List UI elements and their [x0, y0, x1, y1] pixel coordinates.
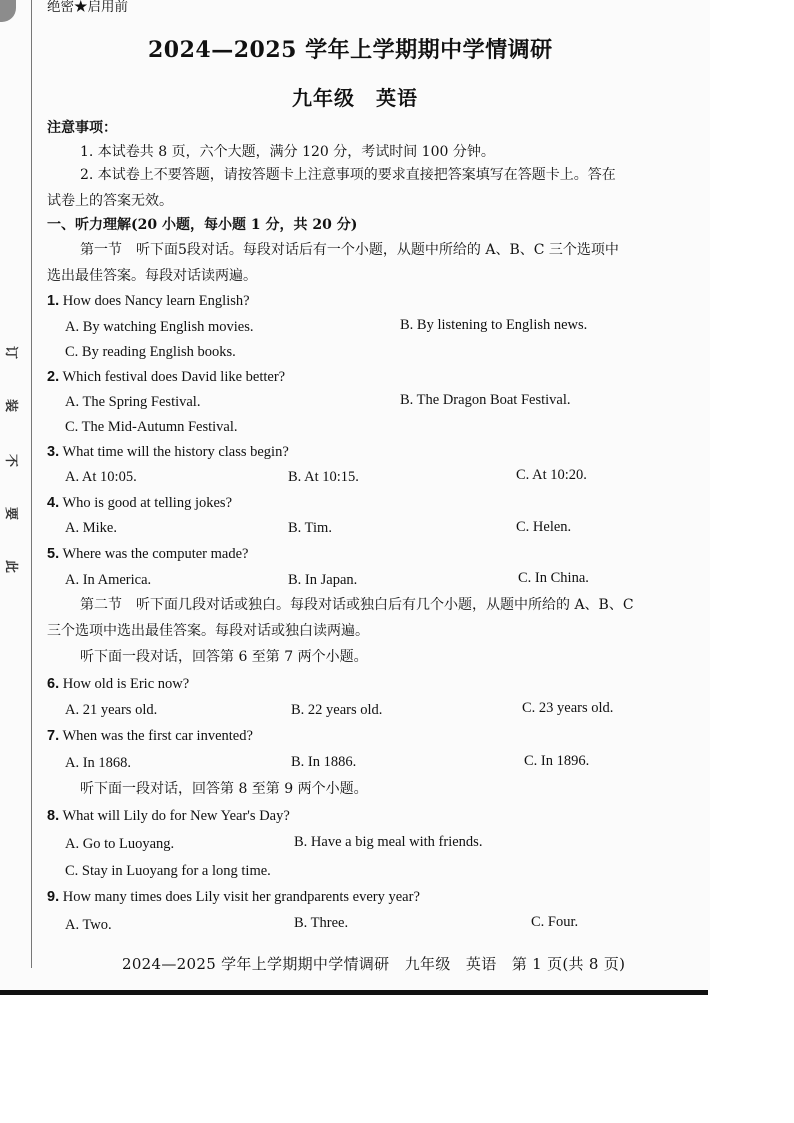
- option-b: B. Tim.: [288, 520, 332, 536]
- question-6: [47, 675, 189, 693]
- question-text: What will Lily do for New Year's Day?: [62, 808, 290, 824]
- question-number: 7.: [47, 728, 60, 744]
- question-text: Where was the computer made?: [62, 546, 249, 562]
- option-c: C. 23 years old.: [522, 700, 614, 716]
- binding-mark: 订: [3, 345, 19, 360]
- question-number: 1.: [47, 293, 60, 309]
- option-b: B. 22 years old.: [291, 702, 383, 718]
- option-b: B. In 1886.: [291, 754, 357, 770]
- question-number: 9.: [47, 889, 60, 905]
- question-4: [47, 494, 232, 512]
- binding-mark: 不: [3, 453, 19, 468]
- question-9: [47, 888, 420, 906]
- option-c: C. Stay in Luoyang for a long time.: [65, 863, 271, 879]
- option-b: B. The Dragon Boat Festival.: [400, 392, 571, 408]
- option-a: A. Mike.: [65, 520, 117, 536]
- notes-heading: 注意事项：: [47, 120, 117, 136]
- question-8: [47, 807, 290, 825]
- option-a: A. Go to Luoyang.: [65, 836, 175, 852]
- question-text: How old is Eric now?: [62, 676, 190, 692]
- part1-instruction: 第一节 听下面5段对话。每段对话后有一个小题，从题中所给的 A、B、C 三个选项中: [80, 242, 619, 258]
- option-c: C. By reading English books.: [65, 344, 236, 360]
- option-b: B. Have a big meal with friends.: [294, 834, 483, 850]
- question-3: [47, 443, 289, 461]
- option-c: C. In 1896.: [524, 753, 590, 769]
- bottom-rule: [0, 990, 708, 995]
- question-text: Which festival does David like better?: [62, 369, 286, 385]
- question-text: When was the first car invented?: [62, 728, 253, 744]
- question-number: 6.: [47, 676, 60, 692]
- option-a: A. 21 years old.: [65, 702, 158, 718]
- question-number: 5.: [47, 546, 60, 562]
- dialogue-instruction-6-7: 听下面一段对话，回答第 6 至第 7 两个小题。: [80, 649, 368, 665]
- notes-item-2: 2. 本试卷上不要答题，请按答题卡上注意事项的要求直接把答案填写在答题卡上。答在: [80, 167, 616, 183]
- page-title: 2024—2025 学年上学期期中学情调研: [148, 37, 553, 63]
- part2-instruction-cont: 三个选项中选出最佳答案。每段对话或独白读两遍。: [47, 623, 369, 639]
- option-c: C. In China.: [518, 570, 589, 586]
- question-number: 3.: [47, 444, 60, 460]
- question-number: 2.: [47, 369, 60, 385]
- part2-instruction: 第二节 听下面几段对话或独白。每段对话或独白后有几个小题，从题中所给的 A、B、C: [80, 597, 634, 613]
- page-subtitle: 九年级 英语: [292, 86, 418, 110]
- option-a: A. At 10:05.: [65, 469, 137, 485]
- question-7: [47, 727, 253, 745]
- binding-mark: 装: [3, 398, 19, 413]
- secret-label: 绝密★启用前: [47, 0, 128, 15]
- question-number: 4.: [47, 495, 60, 511]
- question-text: How does Nancy learn English?: [62, 293, 250, 309]
- section-heading: 一、听力理解(20 小题，每小题 1 分，共 20 分): [47, 217, 358, 233]
- question-number: 8.: [47, 808, 60, 824]
- option-c: C. At 10:20.: [516, 467, 587, 483]
- option-b: B. At 10:15.: [288, 469, 359, 485]
- option-c: C. Four.: [531, 914, 579, 930]
- notes-item-1: 1. 本试卷共 8 页，六个大题，满分 120 分，考试时间 100 分钟。: [80, 144, 495, 160]
- option-a: A. In America.: [65, 572, 152, 588]
- option-b: B. Three.: [294, 915, 349, 931]
- option-a: A. By watching English movies.: [65, 319, 254, 335]
- part1-instruction-cont: 选出最佳答案。每段对话读两遍。: [47, 268, 257, 284]
- question-1: [47, 292, 250, 310]
- question-text: What time will the history class begin?: [62, 444, 289, 460]
- option-c: C. The Mid-Autumn Festival.: [65, 419, 238, 435]
- question-2: [47, 368, 285, 386]
- option-b: B. By listening to English news.: [400, 317, 588, 333]
- binding-mark: 要: [3, 506, 19, 521]
- option-a: A. In 1868.: [65, 755, 132, 771]
- option-c: C. Helen.: [516, 519, 572, 535]
- binding-line: [31, 0, 32, 968]
- binding-mark: 此: [3, 559, 19, 574]
- question-5: [47, 545, 248, 563]
- page-footer: 2024—2025 学年上学期期中学情调研 九年级 英语 第 1 页(共 8 页): [122, 955, 626, 973]
- option-a: A. The Spring Festival.: [65, 394, 201, 410]
- question-text: How many times does Lily visit her grandparents every year?: [62, 889, 420, 905]
- option-b: B. In Japan.: [288, 572, 358, 588]
- notes-item-2-cont: 试卷上的答案无效。: [47, 193, 173, 209]
- dialogue-instruction-8-9: 听下面一段对话，回答第 8 至第 9 两个小题。: [80, 781, 368, 797]
- question-text: Who is good at telling jokes?: [62, 495, 233, 511]
- option-a: A. Two.: [65, 917, 112, 933]
